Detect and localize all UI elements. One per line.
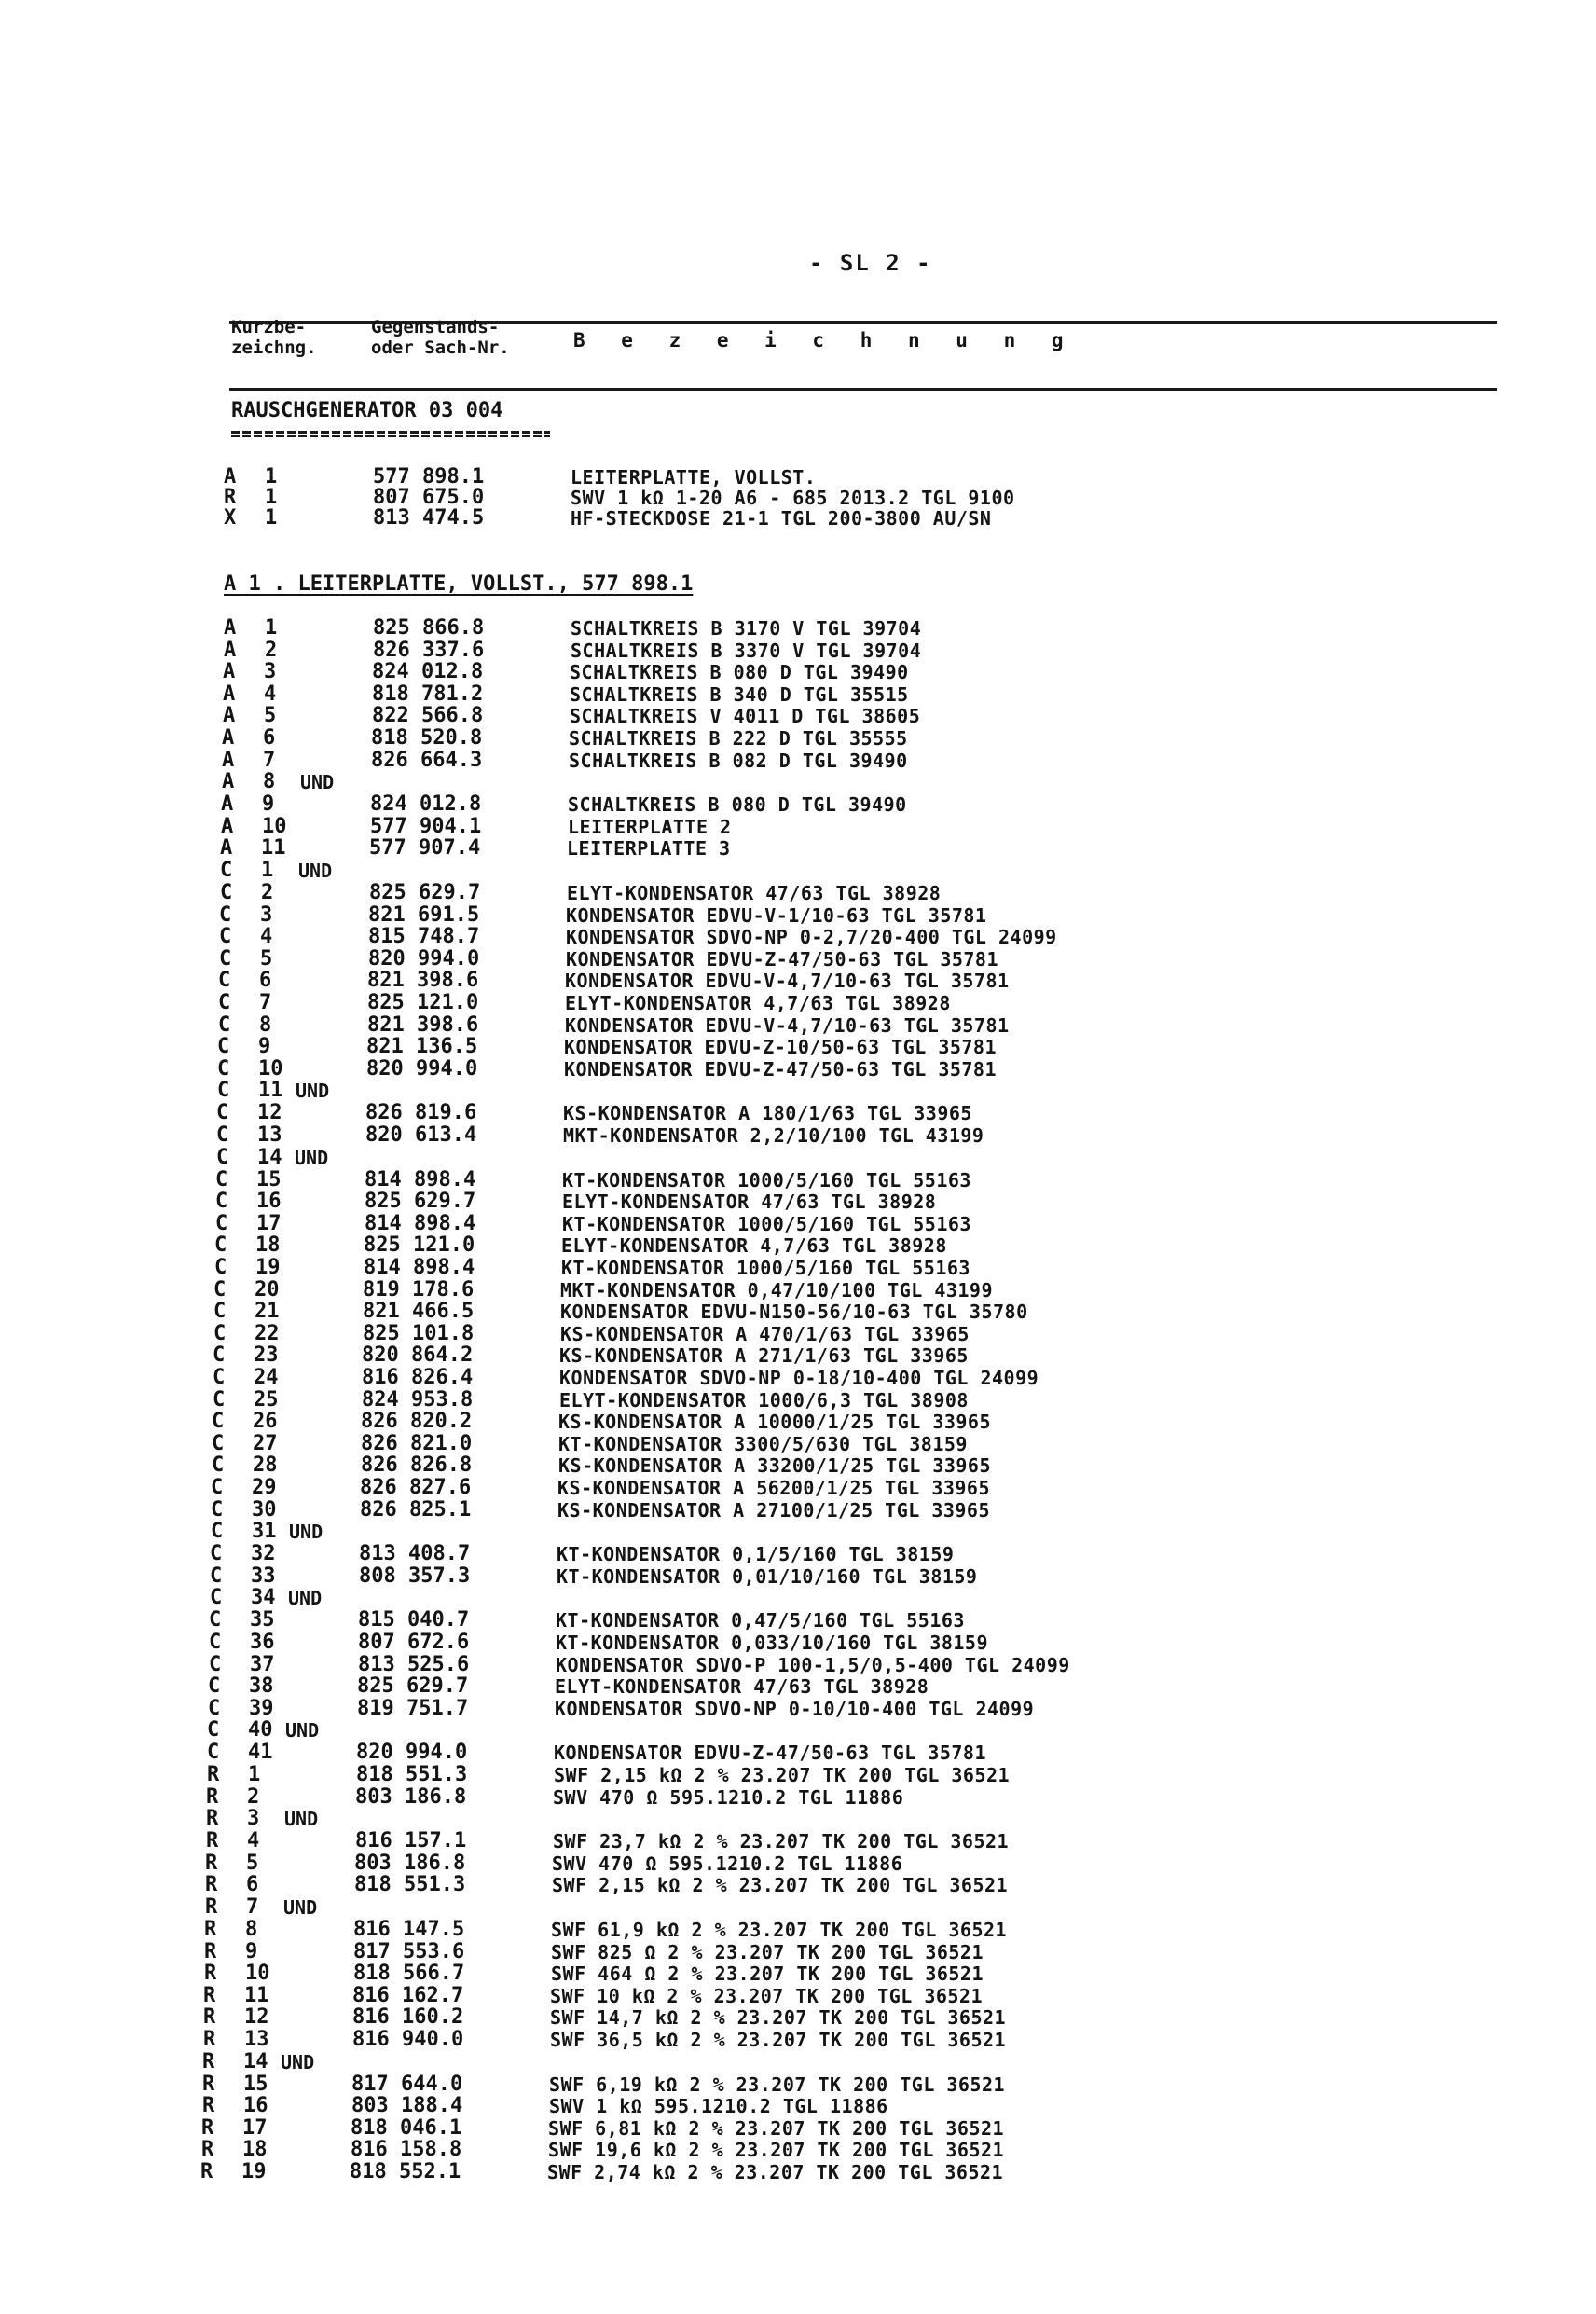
row-code: C: [213, 1300, 227, 1324]
row-code: C: [213, 1277, 227, 1302]
row-code: C: [220, 859, 233, 882]
row-code: R: [206, 1829, 219, 1853]
row-code: R: [201, 2115, 214, 2140]
row-code: C: [212, 1431, 225, 1455]
row-number: 3: [247, 1807, 260, 1831]
row-part-number: 826 337.6: [373, 638, 485, 662]
row-und: UND: [296, 1080, 330, 1103]
row-number: 8: [259, 1012, 272, 1037]
row-und: UND: [285, 1719, 320, 1742]
row-number: 16: [243, 2094, 268, 2118]
row-description: SWF 6,19 kΩ 2 % 23.207 TK 200 TGL 36521: [549, 2073, 1006, 2096]
row-number: 19: [241, 2160, 267, 2183]
row-number: 1: [261, 859, 274, 882]
row-description: KONDENSATOR EDVU-N150-56/10-63 TGL 35780: [560, 1301, 1028, 1324]
row-number: 11: [244, 1983, 269, 2007]
row-part-number: 577 898.1: [373, 465, 485, 489]
row-number: 1: [265, 486, 278, 509]
row-part-number: 808 357.3: [359, 1563, 471, 1588]
row-code: C: [208, 1674, 221, 1699]
row-part-number: 818 552.1: [350, 2160, 461, 2183]
row-part-number: 813 408.7: [359, 1542, 471, 1566]
row-und: UND: [281, 2050, 315, 2073]
row-part-number: 816 147.5: [353, 1918, 465, 1941]
row-part-number: 803 188.4: [351, 2094, 463, 2118]
row-code: A: [221, 792, 234, 817]
row-number: 6: [259, 969, 272, 993]
row-code: R: [200, 2160, 213, 2183]
row-description: MKT-KONDENSATOR 2,2/10/100 TGL 43199: [563, 1124, 984, 1147]
row-number: 12: [257, 1101, 282, 1125]
row-part-number: 821 398.6: [367, 969, 479, 993]
row-part-number: 825 629.7: [365, 1190, 476, 1214]
row-part-number: 814 898.4: [364, 1256, 475, 1279]
header-col-description: B e z e i c h n u n g: [573, 329, 1076, 351]
row-description: KONDENSATOR EDVU-Z-47/50-63 TGL 35781: [564, 1057, 998, 1081]
row-description: KT-KONDENSATOR 0,01/10/160 TGL 38159: [557, 1564, 978, 1588]
row-part-number: 807 672.6: [358, 1631, 470, 1654]
row-code: R: [204, 1918, 217, 1941]
row-description: KS-KONDENSATOR A 10000/1/25 TGL 33965: [558, 1411, 992, 1434]
section-title-underline: [231, 431, 550, 434]
row-part-number: 824 012.8: [372, 660, 484, 684]
row-description: SWF 19,6 kΩ 2 % 23.207 TK 200 TGL 36521: [548, 2139, 1005, 2162]
row-code: R: [202, 2094, 215, 2118]
row-part-number: 817 553.6: [353, 1939, 465, 1963]
row-part-number: 825 121.0: [367, 991, 479, 1014]
row-description: SWF 2,15 kΩ 2 % 23.207 TK 200 TGL 36521: [552, 1874, 1009, 1897]
row-part-number: 821 691.5: [368, 902, 480, 927]
row-description: KONDENSATOR SDVO-NP 0-2,7/20-400 TGL 24099: [566, 926, 1057, 949]
header-col-code-line2: zeichng.: [231, 337, 317, 358]
row-description: SWF 61,9 kΩ 2 % 23.207 TK 200 TGL 36521: [551, 1919, 1008, 1941]
row-code: R: [224, 486, 237, 509]
row-number: 9: [262, 792, 275, 817]
row-part-number: 816 826.4: [362, 1366, 474, 1389]
row-number: 8: [263, 770, 276, 794]
row-description: KONDENSATOR SDVO-P 100-1,5/0,5-400 TGL 24099: [556, 1653, 1070, 1676]
row-part-number: 813 525.6: [358, 1652, 470, 1676]
row-code: C: [211, 1476, 224, 1499]
row-number: 11: [258, 1079, 283, 1103]
row-part-number: 814 898.4: [365, 1211, 476, 1235]
row-description: KONDENSATOR EDVU-V-4,7/10-63 TGL 35781: [565, 970, 1010, 993]
row-number: 1: [265, 506, 278, 530]
row-part-number: 821 136.5: [366, 1035, 478, 1059]
row-number: 1: [265, 616, 278, 640]
row-description: KS-KONDENSATOR A 33200/1/25 TGL 33965: [558, 1454, 992, 1478]
row-number: 10: [258, 1056, 283, 1081]
row-number: 33: [251, 1563, 276, 1588]
row-und: UND: [295, 1146, 329, 1169]
row-description: SCHALTKREIS B 222 D TGL 35555: [569, 727, 908, 750]
row-description: KS-KONDENSATOR A 56200/1/25 TGL 33965: [557, 1477, 991, 1499]
row-number: 16: [256, 1190, 282, 1214]
row-part-number: 814 898.4: [365, 1167, 476, 1191]
row-number: 21: [255, 1300, 280, 1324]
row-part-number: 577 907.4: [369, 836, 481, 861]
row-description: SCHALTKREIS B 3370 V TGL 39704: [571, 639, 922, 662]
row-code: C: [219, 946, 232, 971]
row-code: A: [223, 704, 236, 728]
row-code: C: [207, 1718, 220, 1742]
row-description: KS-KONDENSATOR A 27100/1/25 TGL 33965: [557, 1498, 991, 1522]
row-part-number: 818 551.3: [354, 1873, 466, 1897]
row-number: 6: [246, 1873, 259, 1897]
row-part-number: 820 994.0: [356, 1741, 468, 1765]
row-description: SWF 10 kΩ 2 % 23.207 TK 200 TGL 36521: [550, 1984, 984, 2007]
header-col-part-line1: Gegenstands-: [371, 317, 500, 337]
row-code: R: [207, 1763, 220, 1786]
row-und: UND: [289, 1521, 323, 1544]
row-number: 4: [264, 682, 277, 706]
row-code: C: [216, 1123, 229, 1147]
row-number: 15: [256, 1167, 282, 1191]
row-code: C: [218, 1012, 231, 1037]
row-part-number: 826 827.6: [360, 1476, 472, 1499]
row-description: KS-KONDENSATOR A 271/1/63 TGL 33965: [559, 1344, 969, 1368]
row-description: SWF 6,81 kΩ 2 % 23.207 TK 200 TGL 36521: [548, 2116, 1005, 2140]
row-code: C: [209, 1652, 222, 1676]
row-code: R: [206, 1807, 219, 1831]
row-description: KS-KONDENSATOR A 470/1/63 TGL 33965: [560, 1322, 970, 1345]
row-number: 17: [242, 2115, 268, 2140]
row-description: SCHALTKREIS B 3170 V TGL 39704: [571, 617, 922, 640]
row-number: 10: [245, 1962, 270, 1986]
row-number: 29: [252, 1476, 277, 1499]
row-number: 14: [243, 2049, 268, 2073]
row-description: ELYT-KONDENSATOR 47/63 TGL 38928: [562, 1191, 937, 1214]
row-code: C: [210, 1563, 223, 1588]
row-number: 36: [250, 1631, 275, 1654]
row-part-number: 817 644.0: [351, 2072, 463, 2096]
row-description: MKT-KONDENSATOR 0,47/10/100 TGL 43199: [560, 1278, 994, 1302]
row-number: 2: [261, 881, 274, 904]
row-number: 7: [246, 1895, 259, 1919]
row-description: LEITERPLATTE, VOLLST.: [571, 466, 817, 489]
row-description: SCHALTKREIS B 080 D TGL 39490: [568, 793, 907, 817]
row-code: C: [217, 1056, 230, 1081]
row-description: ELYT-KONDENSATOR 1000/6,3 TGL 38908: [559, 1388, 969, 1412]
row-part-number: 820 994.0: [366, 1056, 478, 1081]
row-code: C: [218, 969, 231, 993]
row-number: 20: [255, 1277, 280, 1302]
row-code: C: [208, 1696, 221, 1720]
row-code: C: [217, 1035, 230, 1059]
row-und: UND: [283, 1896, 318, 1919]
row-description: SWF 36,5 kΩ 2 % 23.207 TK 200 TGL 36521: [550, 2029, 1007, 2051]
row-code: C: [212, 1410, 225, 1434]
row-description: SWF 825 Ω 2 % 23.207 TK 200 TGL 36521: [551, 1940, 984, 1963]
row-part-number: 818 046.1: [351, 2115, 462, 2140]
row-code: A: [223, 660, 236, 684]
row-part-number: 816 157.1: [355, 1829, 467, 1853]
row-code: C: [209, 1631, 222, 1654]
row-part-number: 577 904.1: [370, 814, 482, 838]
row-number: 39: [249, 1696, 274, 1720]
row-number: 19: [255, 1256, 281, 1279]
row-code: C: [211, 1497, 224, 1522]
row-description: LEITERPLATTE 3: [567, 837, 731, 861]
row-part-number: 825 866.8: [373, 616, 485, 640]
row-number: 1: [265, 465, 278, 489]
row-number: 13: [257, 1123, 282, 1147]
row-code: R: [202, 2072, 215, 2096]
row-code: C: [219, 902, 232, 927]
row-number: 8: [245, 1918, 258, 1941]
row-number: 5: [246, 1851, 259, 1875]
row-part-number: 818 781.2: [372, 682, 484, 706]
row-part-number: 822 566.8: [372, 704, 484, 728]
row-code: C: [216, 1101, 229, 1125]
row-description: HF-STECKDOSE 21-1 TGL 200-3800 AU/SN: [571, 507, 992, 530]
row-number: 14: [257, 1145, 282, 1169]
row-number: 27: [253, 1431, 278, 1455]
row-code: R: [202, 2049, 215, 2073]
row-number: 9: [245, 1939, 258, 1963]
row-und: UND: [300, 771, 335, 794]
row-description: KT-KONDENSATOR 1000/5/160 TGL 55163: [562, 1168, 971, 1191]
row-description: ELYT-KONDENSATOR 47/63 TGL 38928: [555, 1675, 929, 1699]
row-code: C: [219, 925, 232, 949]
row-part-number: 821 466.5: [363, 1300, 475, 1324]
row-number: 7: [263, 748, 276, 772]
row-number: 18: [242, 2138, 268, 2162]
row-code: A: [224, 616, 237, 640]
header-bottom-rule: [229, 388, 1497, 391]
row-part-number: 807 675.0: [373, 486, 485, 509]
subsection-title: A 1 . LEITERPLATTE, VOLLST., 577 898.1: [224, 572, 694, 596]
header-col-code-line1: Kurzbe-: [231, 317, 307, 337]
row-number: 5: [264, 704, 277, 728]
row-description: ELYT-KONDENSATOR 4,7/63 TGL 38928: [565, 992, 951, 1014]
row-code: A: [220, 836, 233, 861]
row-number: 4: [260, 925, 273, 949]
row-part-number: 826 825.1: [360, 1497, 472, 1522]
row-und: UND: [298, 860, 333, 882]
row-code: C: [207, 1741, 220, 1765]
row-description: KONDENSATOR SDVO-NP 0-10/10-400 TGL 24099: [555, 1697, 1035, 1720]
section-title-underline-2: [231, 435, 550, 437]
header-col-part: [371, 317, 510, 358]
row-part-number: 815 040.7: [358, 1608, 470, 1632]
row-code: C: [212, 1453, 225, 1478]
row-number: 15: [243, 2072, 268, 2096]
row-number: 35: [250, 1608, 275, 1632]
row-description: SWV 470 Ω 595.1210.2 TGL 11886: [552, 1852, 903, 1875]
row-description: KT-KONDENSATOR 0,47/5/160 TGL 55163: [556, 1609, 965, 1632]
row-number: 18: [255, 1233, 281, 1258]
row-code: C: [213, 1343, 226, 1368]
row-code: C: [213, 1366, 226, 1389]
row-part-number: 826 664.3: [371, 748, 483, 772]
row-code: C: [214, 1233, 227, 1258]
row-code: R: [203, 2028, 216, 2051]
row-description: SWF 23,7 kΩ 2 % 23.207 TK 200 TGL 36521: [553, 1830, 1010, 1853]
row-code: R: [205, 1895, 218, 1919]
row-number: 9: [258, 1035, 271, 1059]
row-part-number: 825 629.7: [357, 1674, 469, 1699]
row-code: A: [222, 748, 235, 772]
row-part-number: 819 751.7: [357, 1696, 469, 1720]
header-col-part-line2: oder Sach-Nr.: [371, 337, 510, 358]
row-part-number: 825 121.0: [364, 1233, 475, 1258]
row-description: SCHALTKREIS V 4011 D TGL 38605: [570, 705, 921, 728]
row-number: 32: [251, 1542, 276, 1566]
row-code: C: [213, 1321, 227, 1345]
row-code: C: [217, 1079, 230, 1103]
row-code: C: [213, 1387, 226, 1412]
row-code: R: [204, 1939, 217, 1963]
row-number: 22: [255, 1321, 280, 1345]
row-number: 2: [247, 1784, 260, 1809]
row-part-number: 820 864.2: [362, 1343, 474, 1368]
row-description: KONDENSATOR EDVU-Z-47/50-63 TGL 35781: [566, 947, 999, 971]
row-part-number: 820 994.0: [368, 946, 480, 971]
row-part-number: 816 162.7: [352, 1983, 464, 2007]
row-part-number: 826 826.8: [361, 1453, 473, 1478]
row-code: C: [210, 1542, 223, 1566]
row-description: KONDENSATOR EDVU-Z-10/50-63 TGL 35781: [564, 1036, 998, 1059]
row-code: C: [216, 1145, 229, 1169]
row-number: 13: [244, 2028, 269, 2051]
row-part-number: 803 186.8: [354, 1851, 466, 1875]
row-part-number: 826 819.6: [365, 1101, 477, 1125]
row-description: KT-KONDENSATOR 3300/5/630 TGL 38159: [558, 1432, 968, 1455]
row-part-number: 820 613.4: [365, 1123, 477, 1147]
row-code: C: [211, 1520, 224, 1544]
row-part-number: 825 101.8: [363, 1321, 475, 1345]
row-number: 40: [248, 1718, 273, 1742]
row-part-number: 819 178.6: [363, 1277, 475, 1302]
row-description: KONDENSATOR EDVU-Z-47/50-63 TGL 35781: [554, 1742, 987, 1765]
row-part-number: 818 551.3: [356, 1763, 468, 1786]
row-number: 28: [253, 1453, 278, 1478]
row-description: ELYT-KONDENSATOR 47/63 TGL 38928: [567, 882, 942, 904]
row-part-number: 825 629.7: [369, 881, 481, 904]
row-code: C: [220, 881, 233, 904]
row-description: SCHALTKREIS B 082 D TGL 39490: [569, 749, 908, 772]
row-number: 31: [252, 1520, 277, 1544]
row-code: C: [209, 1608, 222, 1632]
row-part-number: 824 012.8: [370, 792, 482, 817]
row-code: R: [201, 2138, 214, 2162]
row-code: C: [214, 1256, 227, 1279]
row-part-number: 803 186.8: [355, 1784, 467, 1809]
row-code: R: [203, 2005, 216, 2030]
row-description: SCHALTKREIS B 340 D TGL 35515: [570, 682, 909, 706]
row-number: 4: [247, 1829, 260, 1853]
row-code: A: [224, 638, 237, 662]
row-description: KT-KONDENSATOR 0,033/10/160 TGL 38159: [556, 1632, 989, 1654]
row-description: SWF 464 Ω 2 % 23.207 TK 200 TGL 36521: [551, 1963, 984, 1986]
row-code: A: [223, 682, 236, 706]
row-part-number: 821 398.6: [367, 1012, 479, 1037]
row-number: 26: [253, 1410, 278, 1434]
row-description: SWF 14,7 kΩ 2 % 23.207 TK 200 TGL 36521: [550, 2006, 1007, 2030]
row-part-number: 816 940.0: [352, 2028, 464, 2051]
row-description: KT-KONDENSATOR 0,1/5/160 TGL 38159: [557, 1543, 955, 1566]
row-number: 12: [244, 2005, 269, 2030]
row-number: 3: [260, 902, 273, 927]
row-part-number: 826 820.2: [361, 1410, 473, 1434]
row-number: 38: [249, 1674, 274, 1699]
row-description: SWV 1 kΩ 595.1210.2 TGL 11886: [549, 2095, 888, 2118]
row-number: 30: [252, 1497, 277, 1522]
row-code: A: [221, 814, 234, 838]
row-number: 2: [265, 638, 278, 662]
row-description: KS-KONDENSATOR A 180/1/63 TGL 33965: [563, 1102, 972, 1125]
row-number: 23: [254, 1343, 279, 1368]
row-number: 17: [256, 1211, 282, 1235]
row-number: 7: [259, 991, 272, 1014]
row-code: X: [224, 506, 237, 530]
row-description: SWV 1 kΩ 1-20 A6 - 685 2013.2 TGL 9100: [571, 487, 1015, 509]
row-part-number: 815 748.7: [368, 925, 480, 949]
row-code: A: [222, 770, 235, 794]
row-code: C: [215, 1211, 228, 1235]
row-number: 6: [263, 726, 276, 750]
row-part-number: 818 520.8: [371, 726, 483, 750]
row-part-number: 816 160.2: [352, 2005, 464, 2030]
row-number: 37: [250, 1652, 275, 1676]
row-code: R: [204, 1962, 217, 1986]
row-code: C: [215, 1167, 228, 1191]
row-number: 1: [248, 1763, 261, 1786]
row-code: A: [224, 465, 237, 489]
row-part-number: 818 566.7: [353, 1962, 465, 1986]
row-part-number: 816 158.8: [351, 2138, 462, 2162]
row-description: KONDENSATOR EDVU-V-1/10-63 TGL 35781: [566, 903, 987, 927]
row-description: KT-KONDENSATOR 1000/5/160 TGL 55163: [561, 1257, 970, 1279]
row-description: SCHALTKREIS B 080 D TGL 39490: [570, 661, 909, 684]
row-number: 10: [262, 814, 287, 838]
page-number: - SL 2 -: [809, 250, 932, 276]
row-number: 41: [248, 1741, 273, 1765]
row-description: SWF 2,74 kΩ 2 % 23.207 TK 200 TGL 36521: [547, 2161, 1004, 2183]
row-description: SWF 2,15 kΩ 2 % 23.207 TK 200 TGL 36521: [554, 1764, 1011, 1786]
row-description: KT-KONDENSATOR 1000/5/160 TGL 55163: [562, 1212, 971, 1235]
row-number: 3: [264, 660, 277, 684]
row-code: C: [215, 1190, 228, 1214]
row-code: R: [205, 1873, 218, 1897]
row-number: 34: [251, 1586, 276, 1610]
row-part-number: 826 821.0: [361, 1431, 473, 1455]
section-title: RAUSCHGENERATOR 03 004: [231, 399, 503, 422]
row-part-number: 824 953.8: [362, 1387, 474, 1412]
row-description: KONDENSATOR SDVO-NP 0-18/10-400 TGL 24099: [559, 1367, 1039, 1389]
row-und: UND: [284, 1808, 319, 1831]
row-code: C: [218, 991, 231, 1014]
row-code: R: [205, 1851, 218, 1875]
header-col-code: [231, 317, 317, 358]
row-code: C: [210, 1586, 223, 1610]
row-number: 5: [260, 946, 273, 971]
row-code: R: [203, 1983, 216, 2007]
row-code: A: [222, 726, 235, 750]
row-description: KONDENSATOR EDVU-V-4,7/10-63 TGL 35781: [565, 1013, 1010, 1037]
row-description: ELYT-KONDENSATOR 4,7/63 TGL 38928: [561, 1234, 947, 1258]
row-number: 25: [254, 1387, 279, 1412]
row-number: 11: [261, 836, 286, 861]
row-description: SWV 470 Ω 595.1210.2 TGL 11886: [553, 1785, 904, 1809]
row-part-number: 813 474.5: [373, 506, 485, 530]
row-description: LEITERPLATTE 2: [568, 815, 732, 838]
row-number: 24: [254, 1366, 279, 1389]
row-code: R: [206, 1784, 219, 1809]
row-und: UND: [288, 1587, 323, 1610]
